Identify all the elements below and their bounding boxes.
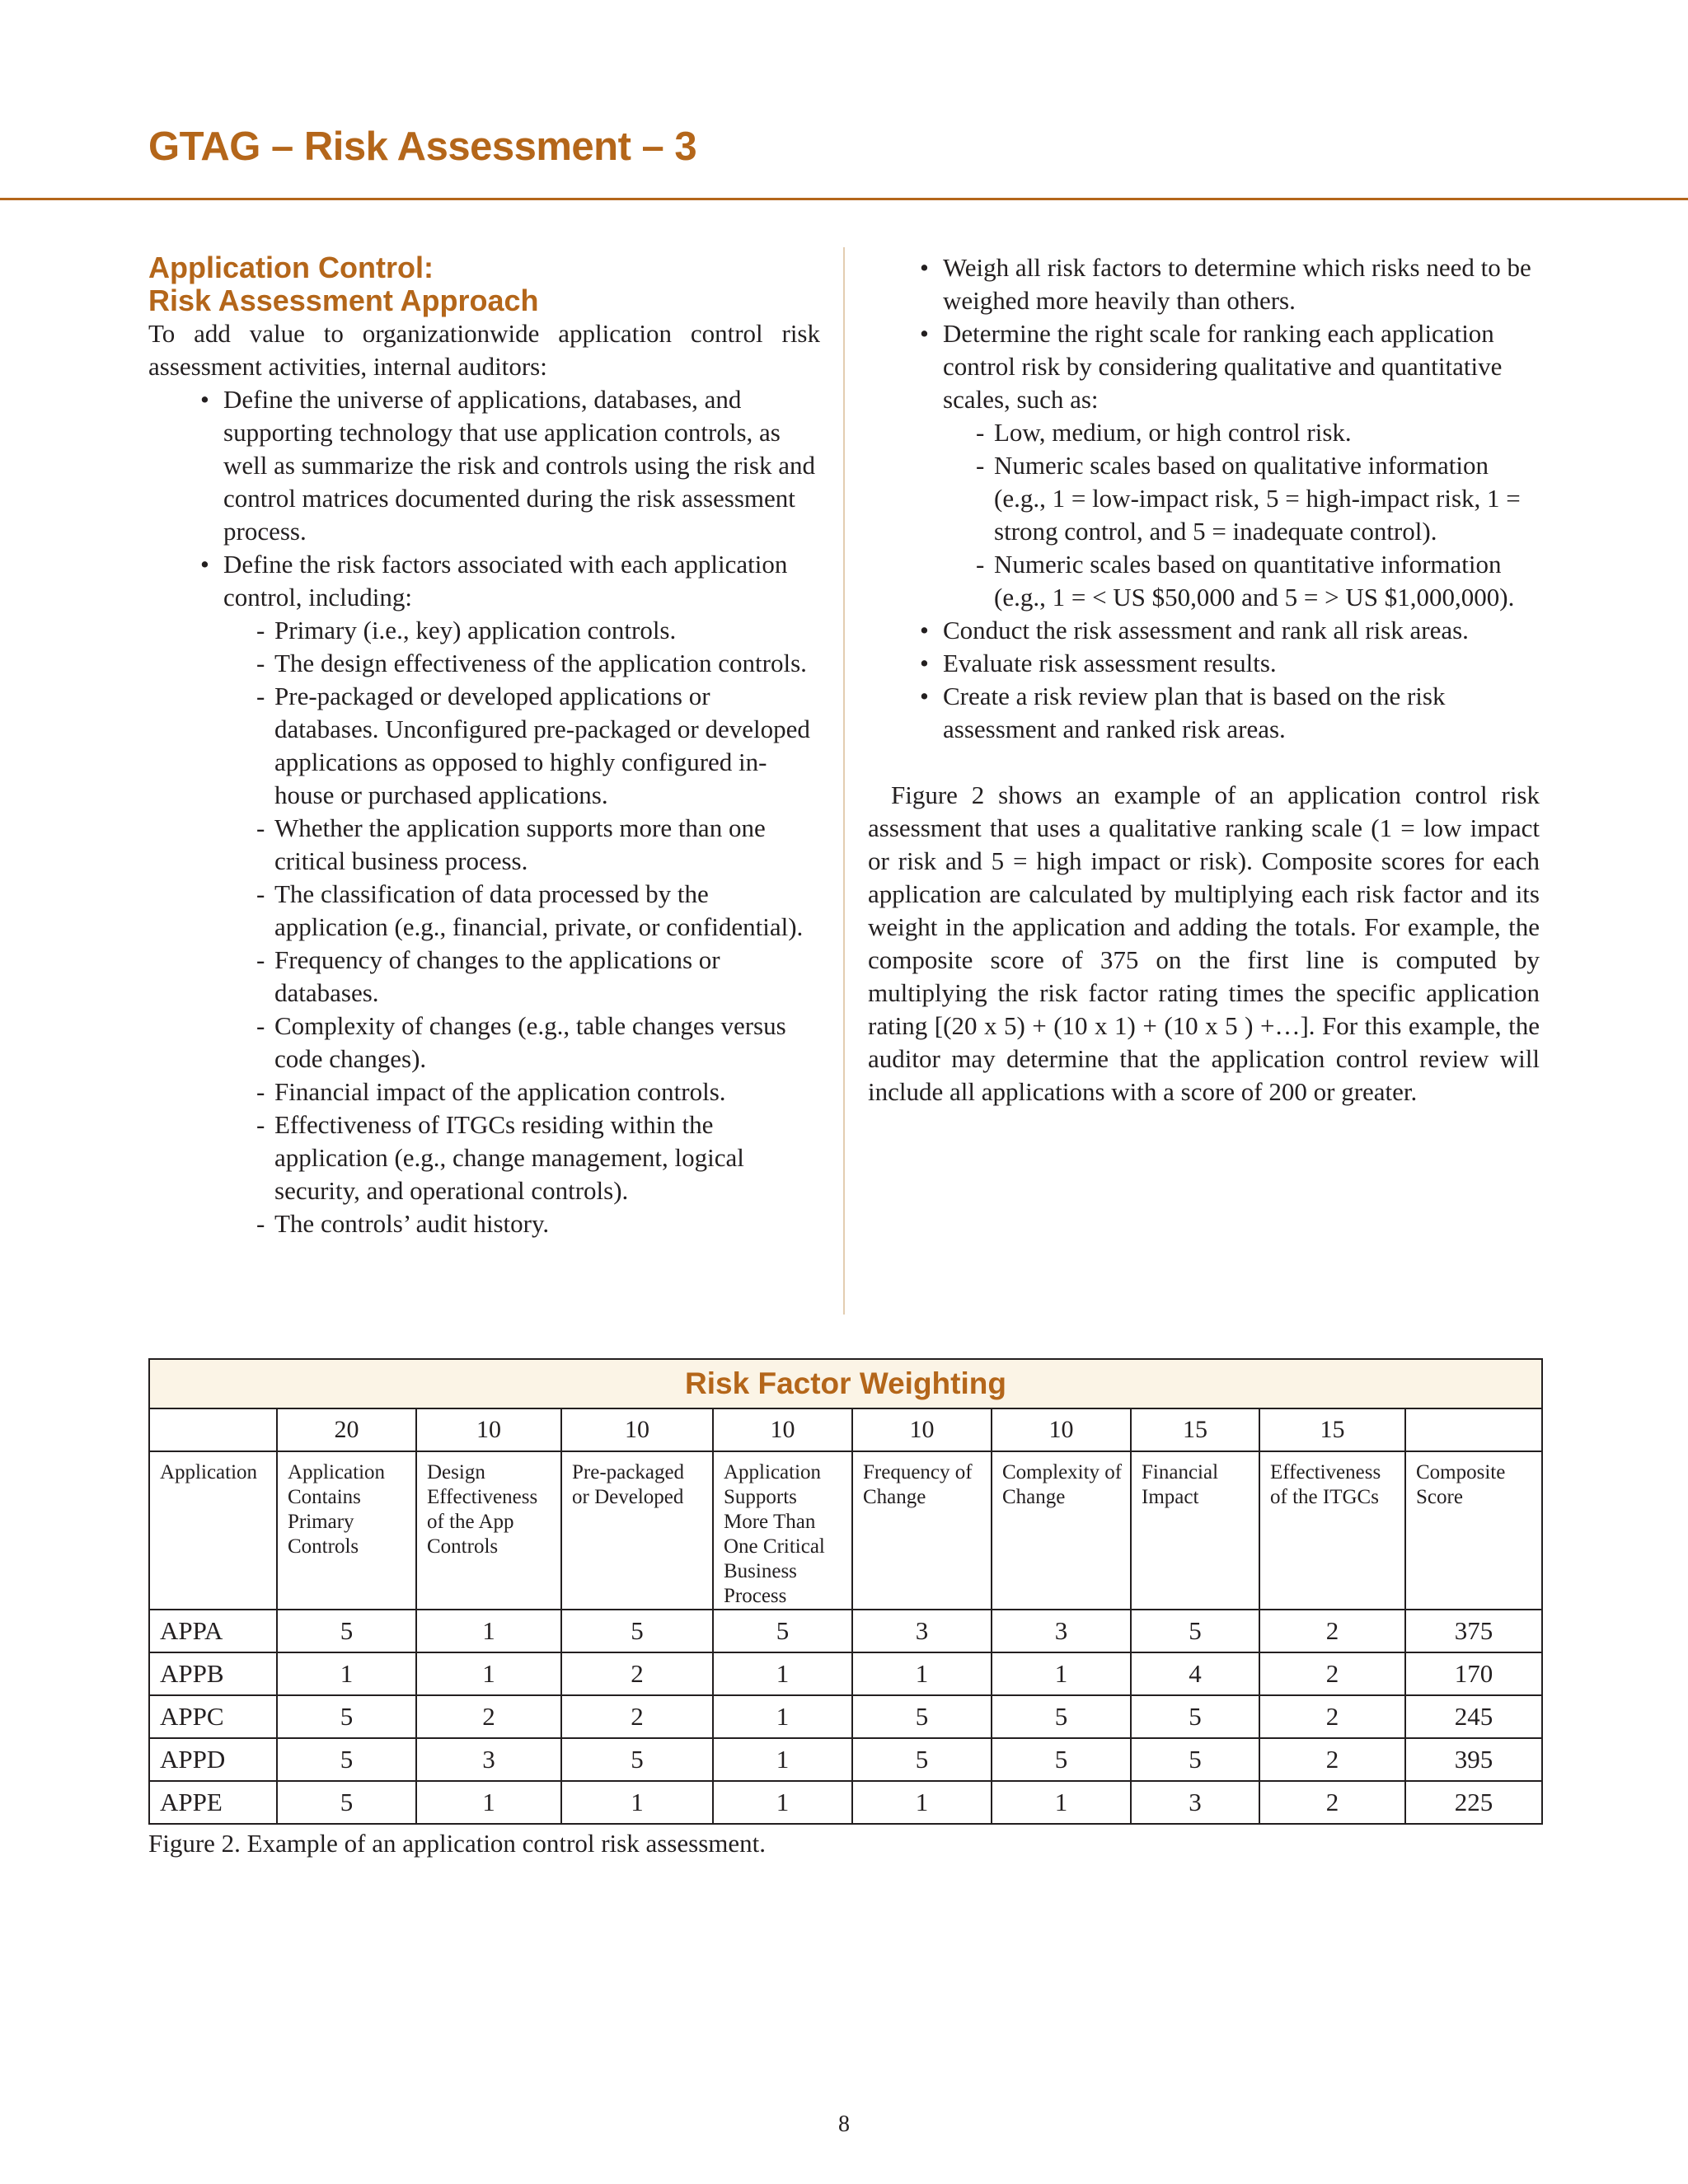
column-header: Application Contains Primary Controls [277,1451,416,1610]
table-cell: 1 [852,1781,992,1824]
table-cell: 375 [1405,1610,1542,1652]
section-heading-line2: Risk Assessment Approach [148,284,539,317]
table-cell: 5 [277,1695,416,1738]
bullet-text: Define the risk factors associated with each application control, including: [223,550,788,612]
column-header: Design Effectiveness of the App Controls [416,1451,561,1610]
list-item: - Low, medium, or high control risk. [968,416,1540,449]
table-row [149,1610,1542,1652]
table-cell: 1 [561,1781,713,1824]
left-bullet-list [200,383,820,1240]
table-title-cell [149,1359,1542,1408]
table-cell: 3 [1131,1781,1259,1824]
list-item: - The classification of data processed by the application (e.g., financial, private, or confidential). [248,878,820,944]
page-number: 8 [838,2111,850,2137]
bullet-text: Create a risk review plan that is based on the risk assessment and ranked risk areas. [943,682,1446,743]
table-cell: 1 [713,1781,852,1824]
table-cell: 5 [852,1695,992,1738]
table-cell: 1 [992,1781,1131,1824]
header-title: GTAG – Risk Assessment – 3 [148,124,697,169]
column-header: Frequency of Change [852,1451,992,1610]
list-item: - Pre-packaged or developed applications or databases. Unconfigured pre-packaged or developed applications as opposed to highly configured in-house or purchased applications. [248,680,820,812]
table-cell: 1 [992,1652,1131,1695]
table-cell: 5 [277,1738,416,1781]
weight-cell: 15 [1131,1408,1259,1451]
list-item: - Numeric scales based on quantitative information (e.g., 1 = < US $50,000 and 5 = > US $1,000,000). [968,548,1540,614]
bullet-text: Weigh all risk factors to determine which risks need to be weighed more heavily than others. [943,253,1531,315]
table-cell: 3 [992,1610,1131,1652]
table-cell: APPC [149,1695,277,1738]
table-cell: 2 [1259,1610,1405,1652]
weight-cell: 10 [713,1408,852,1451]
column-header: Application Supports More Than One Critical Business Process [713,1451,852,1610]
list-item: - Financial impact of the application controls. [248,1076,820,1108]
weight-cell: 20 [277,1408,416,1451]
list-item [920,251,1540,317]
section-heading-line1: Application Control: [148,251,434,284]
table-cell: 5 [277,1781,416,1824]
table-cell: 170 [1405,1652,1542,1695]
table-cell: 5 [713,1610,852,1652]
table-cell: 5 [1131,1610,1259,1652]
table-cell: 5 [1131,1695,1259,1738]
table-cell: 2 [1259,1652,1405,1695]
list-item [200,548,820,1240]
list-item [920,647,1540,680]
table-cell: 245 [1405,1695,1542,1738]
risk-factor-sublist [248,614,820,1240]
table-row [149,1652,1542,1695]
table-cell: 5 [992,1695,1131,1738]
table-cell: 5 [852,1738,992,1781]
table-cell: APPE [149,1781,277,1824]
bullet-text: Conduct the risk assessment and rank all risk areas. [943,616,1469,644]
table-cell: 1 [713,1738,852,1781]
list-item [920,614,1540,647]
left-column [148,251,820,1240]
risk-table [148,1358,1543,1825]
list-item: - The controls’ audit history. [248,1207,820,1240]
column-header: Complexity of Change [992,1451,1131,1610]
list-item: - The design effectiveness of the application controls. [248,647,820,680]
table-cell: 2 [416,1695,561,1738]
table-cell: 2 [1259,1781,1405,1824]
column-header: Pre-packaged or Developed [561,1451,713,1610]
table-cell: 5 [1131,1738,1259,1781]
header-rule [0,198,1688,200]
weight-cell-empty [149,1408,277,1451]
table-cell: 1 [852,1652,992,1695]
list-item: - Complexity of changes (e.g., table changes versus code changes). [248,1010,820,1076]
column-header: Financial Impact [1131,1451,1259,1610]
table-cell: 2 [1259,1738,1405,1781]
weight-cell: 10 [852,1408,992,1451]
figure-caption: Figure 2. Example of an application control risk assessment. [148,1829,766,1858]
weight-cell-empty [1405,1408,1542,1451]
scale-sublist [968,416,1540,614]
list-item: - Primary (i.e., key) application controls. [248,614,820,647]
table-cell: 1 [416,1610,561,1652]
table-cell: 3 [852,1610,992,1652]
list-item: - Effectiveness of ITGCs residing within the application (e.g., change management, logical security, and operational controls). [248,1108,820,1207]
header-row [149,1451,1542,1610]
weight-cell: 10 [561,1408,713,1451]
weight-cell: 15 [1259,1408,1405,1451]
table-cell: APPA [149,1610,277,1652]
table-cell: 1 [713,1652,852,1695]
intro-paragraph: To add value to organizationwide application control risk assessment activities, internal auditors: [148,319,820,381]
list-item [200,383,820,548]
table-cell: 395 [1405,1738,1542,1781]
table-row [149,1695,1542,1738]
list-item [920,317,1540,614]
column-divider [843,247,845,1315]
right-bullet-list [920,251,1540,746]
table-cell: 2 [1259,1695,1405,1738]
section-heading [148,251,820,317]
table-cell: 3 [416,1738,561,1781]
table-cell: 5 [277,1610,416,1652]
column-header: Application [149,1451,277,1610]
table-title: Risk Factor Weighting [685,1366,1006,1400]
bullet-text: Evaluate risk assessment results. [943,649,1277,677]
figure-description-paragraph: Figure 2 shows an example of an application control risk assessment that uses a qualitative ranking scale (1 = low impact or risk and 5 = high impact or risk). Composite scores for each application are calculated by multiplying each risk factor and its weight in the application and adding the totals. For example, the composite score of 375 on the first line is computed by multiplying the risk factor rating times the specific application rating [(20 x 5) + (10 x 1) + (10 x 5 ) +…]. For this example, the auditor may determine that the application control review will include all applications with a score of 200 or greater. [868,780,1540,1106]
table-row [149,1781,1542,1824]
table-row [149,1738,1542,1781]
table-cell: 2 [561,1652,713,1695]
table-cell: 4 [1131,1652,1259,1695]
right-column [868,251,1540,1108]
table-cell: 1 [416,1652,561,1695]
table-cell: 1 [277,1652,416,1695]
weight-row [149,1408,1542,1451]
table-cell: APPB [149,1652,277,1695]
weight-cell: 10 [992,1408,1131,1451]
risk-factor-table [148,1358,1541,1825]
table-cell: 5 [992,1738,1131,1781]
list-item: - Whether the application supports more than one critical business process. [248,812,820,878]
table-cell: 5 [561,1610,713,1652]
table-cell: 225 [1405,1781,1542,1824]
list-item: - Numeric scales based on qualitative information (e.g., 1 = low-impact risk, 5 = high-impact risk, 1 = strong control, and 5 = inadequate control). [968,449,1540,548]
table-cell: APPD [149,1738,277,1781]
column-header: Effectiveness of the ITGCs [1259,1451,1405,1610]
table-cell: 2 [561,1695,713,1738]
column-header: Composite Score [1405,1451,1542,1610]
bullet-text: Determine the right scale for ranking each application control risk by considering qualitative and quantitative scales, such as: [943,319,1503,414]
bullet-text: Define the universe of applications, databases, and supporting technology that use application controls, as well as summarize the risk and controls using the risk and control matrices documented during the risk assessment process. [223,385,816,546]
list-item: - Frequency of changes to the applications or databases. [248,944,820,1010]
table-cell: 1 [713,1695,852,1738]
table-cell: 1 [416,1781,561,1824]
weight-cell: 10 [416,1408,561,1451]
table-cell: 5 [561,1738,713,1781]
list-item [920,680,1540,746]
